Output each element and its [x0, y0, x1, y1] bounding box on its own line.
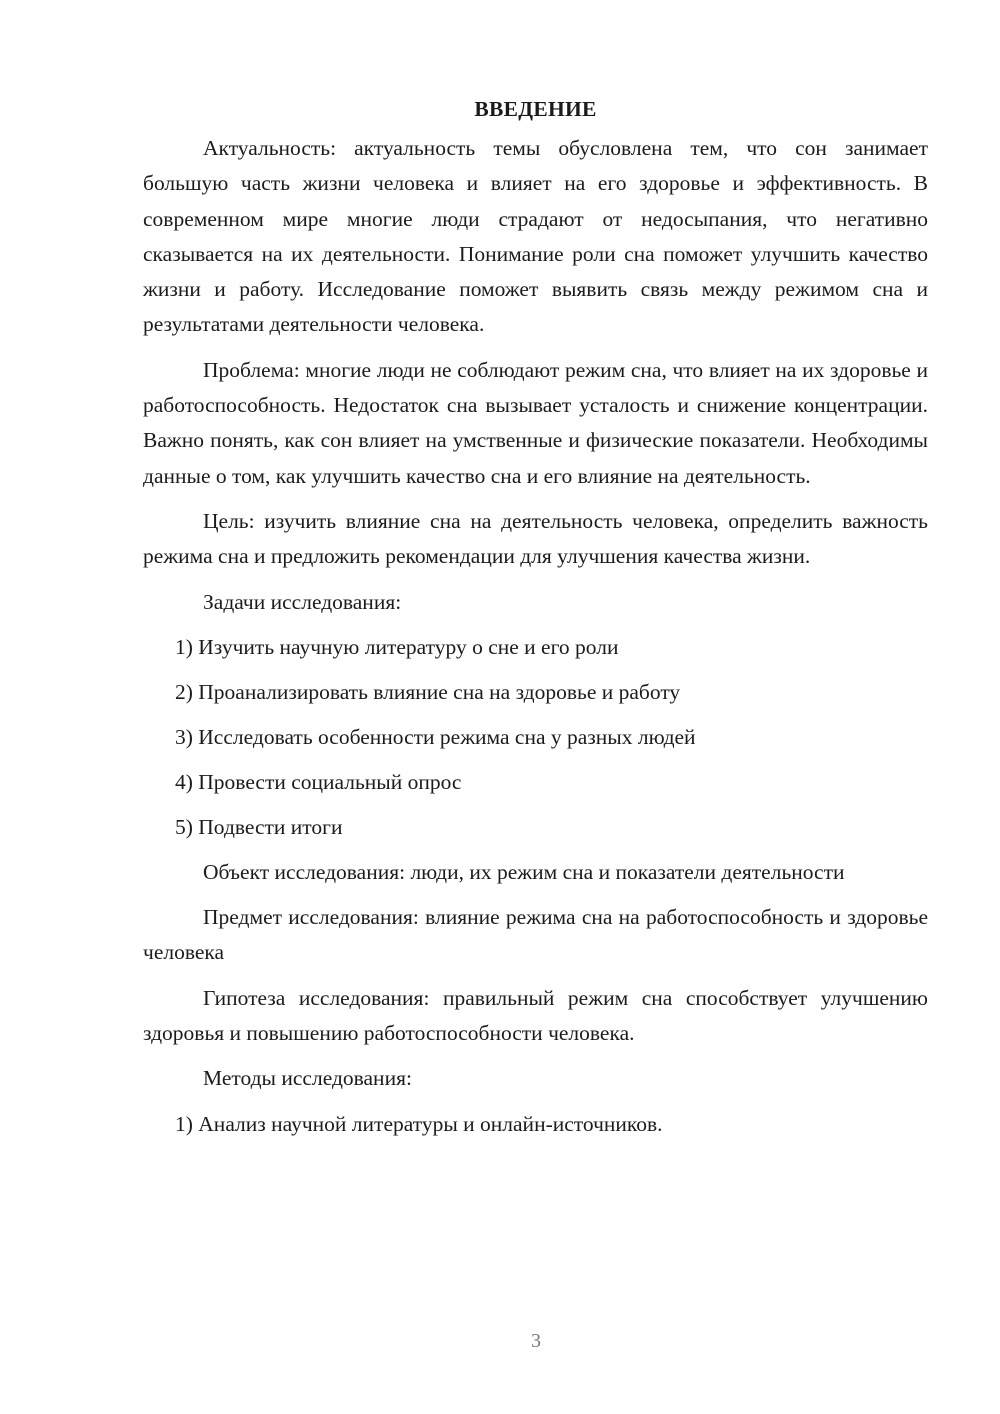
relevance-paragraph: Актуальность: актуальность темы обусловлена тем, что сон занимает большую часть жизни человека и влияет на его здоровье и эффективность. В современном мире многие люди страдают от недосыпания, что негативно сказывается на их деятельности. Понимание роли сна поможет улучшить качество жизни и работу. Исследование поможет выявить связь между режимом сна и результатами деятельности человека.	[143, 136, 928, 337]
page-content	[143, 92, 928, 1152]
tasks-list	[143, 630, 928, 845]
page-number: 3	[531, 1330, 541, 1352]
subject-paragraph: Предмет исследования: влияние режима сна на работоспособность и здоровье человека	[143, 905, 928, 965]
methods-list	[143, 1107, 928, 1142]
tasks-heading: Задачи исследования:	[203, 589, 402, 614]
task-item: 5) Подвести итоги	[175, 814, 343, 839]
task-item: 1) Изучить научную литературу о сне и его роли	[175, 634, 619, 659]
method-item: 1) Анализ научной литературы и онлайн-источников.	[175, 1111, 663, 1136]
methods-heading: Методы исследования:	[203, 1066, 412, 1091]
goal-paragraph: Цель: изучить влияние сна на деятельность человека, определить важность режима сна и предложить рекомендации для улучшения качества жизни.	[143, 508, 928, 569]
task-item: 2) Проанализировать влияние сна на здоровье и работу	[175, 679, 681, 704]
problem-paragraph: Проблема: многие люди не соблюдают режим сна, что влияет на их здоровье и работоспособность. Недостаток сна вызывает усталость и снижение концентрации. Важно понять, как сон влияет на умственные и физические показатели. Необходимы данные о том, как улучшить качество сна и его влияние на деятельность.	[143, 357, 928, 488]
object-paragraph: Объект исследования: люди, их режим сна и показатели деятельности	[203, 859, 845, 884]
hypothesis-paragraph: Гипотеза исследования: правильный режим сна способствует улучшению здоровья и повышению работоспособности человека.	[143, 985, 928, 1045]
task-item: 4) Провести социальный опрос	[175, 769, 462, 794]
task-item: 3) Исследовать особенности режима сна у разных людей	[175, 724, 696, 749]
section-title: ВВЕДЕНИЕ	[474, 97, 597, 121]
